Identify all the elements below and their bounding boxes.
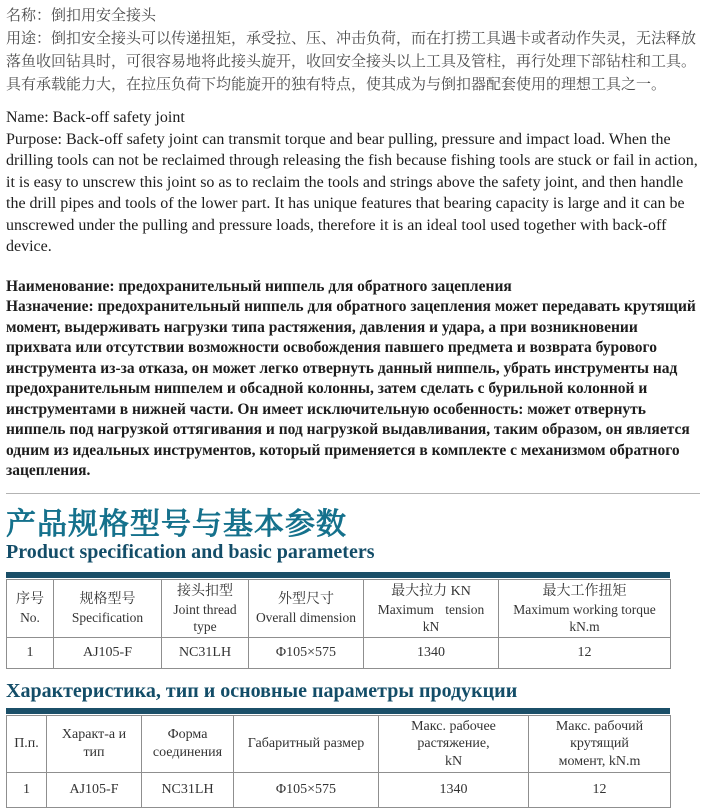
table1-cell-max-working-torque: 12 — [499, 637, 671, 668]
section-title-english: Product specification and basic parameters — [6, 541, 700, 564]
spec-table-russian — [6, 715, 671, 808]
intro-english-name: Name: Back-off safety joint — [6, 107, 698, 129]
table1-header-joint-thread-type — [162, 579, 249, 637]
header-line: Форма — [145, 726, 230, 744]
header-line: Maximum working torque kN.m — [502, 601, 667, 635]
section-divider — [6, 493, 700, 494]
table1-cell-specification: AJ105-F — [54, 637, 162, 668]
intro-russian-purpose: Назначение: предохранительный ниппель для обратного зацепления может передавать крутящий момент, выдерживать нагрузки типа растяжения, давления и удара, а при возникновении прихвата или отсутствии возможности освобождения павшего предмета и возврата бурового инструмента из-за отказа, он может легко отвернуть данный ниппель, убрать инструменты над предохранительным ниппелем и обсадной колонны, затем сделать с бурильной колонной и инструментами в нижней части. Он имеет исключительную особенность: может отвернуть ниппель под нагрузкой оттягивания и под нагрузкой выдавливания, таким образом, он является одним из идеальных инструментов, который применяется в комплекте с механизмом обратного зацепления. — [6, 297, 698, 482]
header-line: kN — [382, 753, 525, 771]
table1-header-specification — [54, 579, 162, 637]
header-line: Specification — [57, 609, 158, 626]
spec-table-cn-en — [6, 579, 671, 669]
table1-accent-bar — [6, 572, 670, 578]
table2-header-row — [7, 715, 671, 773]
table2-header-max-tension — [379, 715, 529, 773]
intro-russian-name: Наименование: предохранительный ниппель для обратного зацепления — [6, 277, 698, 298]
header-line: тип — [50, 744, 138, 762]
header-line: Макс. рабочее растяжение, — [382, 718, 525, 753]
header-line: No. — [10, 609, 50, 626]
header-line: 最大工作扭矩 — [502, 582, 667, 601]
intro-english-purpose: Purpose: Back-off safety joint can transmit torque and bear pulling, pressure and impact load. When the drilling tools can not be reclaimed through releasing the fish because fishing tools are stuck or fail in action, it is easy to unscrew this joint so as to reclaim the tools and strings above the safety joint, and then handle the drill pipes and tools of the lower part. It has unique features that bearing capacity is large and it can be unscrewed under the pulling and pressure loads, therefore it is an ideal tool used together with back-off device. — [6, 129, 698, 258]
table2-accent-bar — [6, 708, 670, 714]
header-line: Характ-а и — [50, 726, 138, 744]
header-line: Maximum tension — [367, 601, 495, 618]
table2-cell-no: 1 — [7, 773, 47, 808]
table1-header-overall-dimension — [249, 579, 364, 637]
table1-cell-max-tension: 1340 — [364, 637, 499, 668]
table1-header-row — [7, 579, 671, 637]
table1-cell-overall-dimension: Φ105×575 — [249, 637, 364, 668]
table2-header-connection-form — [142, 715, 234, 773]
header-line: Joint thread type — [165, 601, 245, 635]
table1-cell-joint-thread-type: NC31LH — [162, 637, 249, 668]
table2-cell-type: AJ105-F — [47, 773, 142, 808]
header-line: Макс. рабочий крутящий — [532, 718, 667, 753]
header-line: 接头扣型 — [165, 582, 245, 601]
header-line: 外型尺寸 — [252, 590, 360, 609]
table2-header-no — [7, 715, 47, 773]
table2-header-type — [47, 715, 142, 773]
table2-cell-max-tension: 1340 — [379, 773, 529, 808]
intro-chinese — [6, 4, 700, 96]
table2-header-max-torque — [529, 715, 671, 773]
header-line: соединения — [145, 744, 230, 762]
table1-header-max-working-torque — [499, 579, 671, 637]
header-line: kN — [367, 618, 495, 635]
table2-header-overall-size — [234, 715, 379, 773]
table2-cell-connection-form: NC31LH — [142, 773, 234, 808]
header-line: 最大拉力 KN — [367, 582, 495, 601]
table2-cell-overall-size: Φ105×575 — [234, 773, 379, 808]
header-line: 规格型号 — [57, 590, 158, 609]
intro-english — [6, 107, 700, 258]
intro-russian — [6, 277, 700, 482]
table1-cell-no: 1 — [7, 637, 54, 668]
section-title-russian: Характеристика, тип и основные параметры продукции — [6, 679, 700, 703]
intro-chinese-purpose: 用途：倒扣安全接头可以传递扭矩，承受拉、压、冲击负荷，而在打捞工具遇卡或者动作失灵，无法释放落鱼收回钻具时，可很容易地将此接头旋开，收回安全接头以上工具及管柱，再行处理下部钻柱和工具。具有承载能力大，在拉压负荷下均能旋开的独有特点，使其成为与倒扣器配套使用的理想工具之一。 — [6, 27, 698, 96]
header-line: Габаритный размер — [237, 735, 375, 753]
header-line: П.п. — [10, 735, 43, 753]
intro-chinese-name: 名称：倒扣用安全接头 — [6, 4, 698, 27]
table1-data-row — [7, 637, 671, 668]
header-line: момент, kN.m — [532, 753, 667, 771]
table2-cell-max-torque: 12 — [529, 773, 671, 808]
header-line: Overall dimension — [252, 609, 360, 626]
header-line: 序号 — [10, 590, 50, 609]
table2-data-row — [7, 773, 671, 808]
table1-header-no — [7, 579, 54, 637]
section-title-chinese: 产品规格型号与基本参数 — [6, 509, 700, 541]
table1-header-max-tension — [364, 579, 499, 637]
